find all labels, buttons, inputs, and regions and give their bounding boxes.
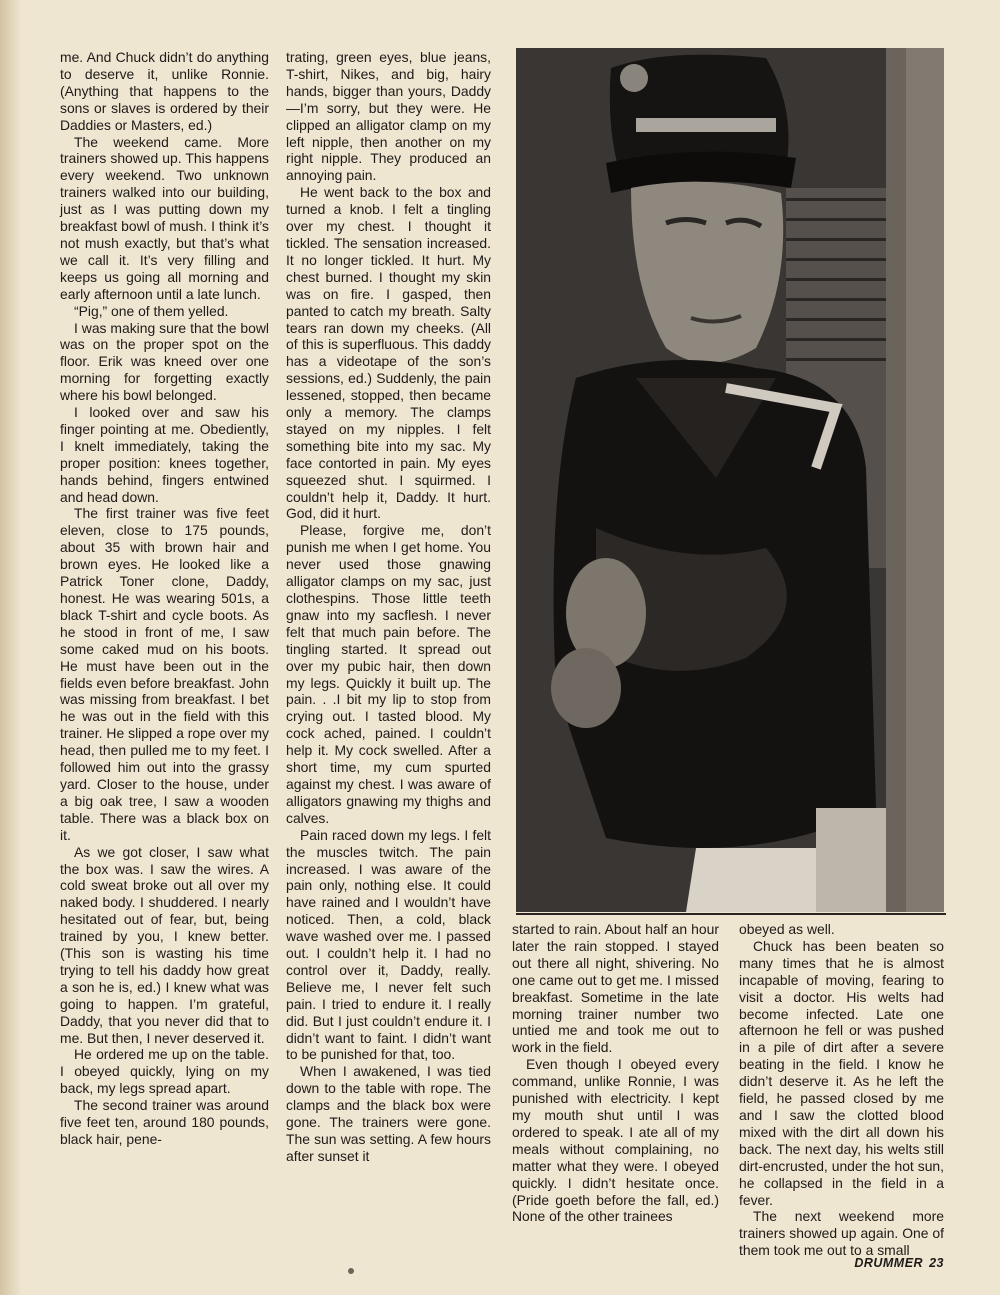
man-in-leather-uniform-photo (516, 48, 944, 912)
photo-illustration (516, 48, 944, 912)
paragraph: When I awakened, I was tied down to the table with rope. The clamps and the black box were gone. The trainers were gone. The sun was setting. A few hours after sunset it (286, 1063, 491, 1164)
paragraph: The second trainer was around five feet ten, around 180 pounds, black hair, pene- (60, 1097, 269, 1147)
paragraph: The next weekend more trainers showed up again. One of them took me out to a small (739, 1208, 944, 1259)
paragraph: Even though I obeyed every command, unlike Ronnie, I was punished with electricity. I kept my mouth shut until I was ordered to speak. I ate all of my meals without complaining, no matter what they were. I obeyed quickly. I didn’t hesitate once. (Pride goeth before the fall, ed.) None of the other trainees (512, 1056, 719, 1225)
paragraph: As we got closer, I saw what the box was. I saw the wires. A cold sweat broke out all over my naked body. I shuddered. I nearly hesitated out of fear, but, being trained by you, I knew better. (This son is wasting his time trying to tell his daddy how great a son he is, ed.) I knew what was going to happen. I’m grateful, Daddy, that you never did that to me. But then, I never deserved it. (60, 843, 269, 1046)
page-footer (854, 1256, 944, 1270)
page-number: 23 (929, 1256, 944, 1270)
leather-jacket (551, 360, 876, 848)
paragraph: started to rain. About half an hour later the rain stopped. I stayed out there all night, shivering. No one came out to get me. I missed breakfast. Sometime in the late morning trainer number two untied me and took me out to work in the field. (512, 921, 719, 1056)
paragraph: me. And Chuck didn’t do anything to deserve it, unlike Ronnie. (Anything that happens to the sons or slaves is ordered by their Daddies or Masters, ed.) (60, 49, 269, 133)
paragraph: He ordered me up on the table. I obeyed quickly, lying on my back, my legs spread apart. (60, 1046, 269, 1097)
paragraph: obeyed as well. (739, 921, 835, 937)
paragraph: I looked over and saw his finger pointing at me. Obediently, I knelt immediately, taking the proper position: knees together, hands behind, fingers entwined and head down. (60, 404, 269, 505)
police-cap (606, 55, 796, 193)
photo-rule (516, 913, 946, 915)
paragraph: I was making sure that the bowl was on the proper spot on the floor. Erik was kneed over one morning for forgetting exactly where his bowl belonged. (60, 319, 269, 404)
paragraph: Pain raced down my legs. I felt the muscles twitch. The pain increased. I was aware of the pain only, nothing else. It could have rained and I wouldn’t have noticed. Then, a cold, black wave washed over me. I passed out. I couldn’t help it. I had no control over it, Daddy, really. Believe me, I never felt such pain. I tried to endure it. I really did. But I just couldn’t endure it. I didn’t want to faint. I didn’t want to be punished for that, too. (286, 826, 491, 1063)
paragraph: He went back to the box and turned a knob. I felt a tingling over my chest. I thought it tickled. The sensation increased. It no longer tickled. It hurt. My chest burned. I thought my skin was on fire. I gasped, then panted to catch my breath. Salty tears ran down my cheeks. (All of this is superfluous. This daddy has a videotape of the son’s sessions, ed.) Suddenly, the pain lessened, stopped, then became only a memory. The clamps stayed on my nipples. I felt something bite into my sac. My face contorted in pain. My eyes squeezed shut. I squirmed. I couldn’t help it, Daddy. It hurt. God, did it hurt. (286, 184, 491, 522)
article-column-1 (60, 49, 269, 1148)
paragraph: The first trainer was five feet eleven, close to 175 pounds, about 35 with brown hair and brown eyes. He looked like a Patrick Toner clone, Daddy, honest. He was wearing 501s, a black T-shirt and cycle boots. As he stood in front of me, I saw some caked mud on his boots. He must have been out in the fields even before breakfast. John was missing from breakfast. I bet he was out in the field with this trainer. He slipped a rope over my head, then pulled me to my feet. I followed him out into the grassy yard. Closer to the house, under a big oak tree, I saw a wooden table. There was a black box on it. (60, 505, 269, 843)
magazine-name: DRUMMER (854, 1256, 924, 1270)
paragraph: Please, forgive me, don’t punish me when I get home. You never used those gnawing alligator clamps on my sac, just clothespins. Those little teeth gnaw into my sacflesh. I never felt that much pain before. The tingling started. It spread out over my pubic hair, then down my legs. Quickly it built up. The pain. . .I bit my lip to stop from crying out. I tasted blood. My cock ached, pained. I couldn’t help it. My cock swelled. After a short time, my cum spurted against my chest. I was aware of alligators gnawing my thighs and calves. (286, 522, 491, 826)
article-column-3 (512, 921, 719, 1225)
ink-blot (348, 1268, 354, 1274)
article-column-4 (739, 921, 944, 1259)
paragraph: trating, green eyes, blue jeans, T-shirt, Nikes, and big, hairy hands, bigger than yours, Daddy—I’m sorry, but they were. He clipped an alligator clamp on my left nipple, then another on my right nipple. They produced an annoying pain. (286, 49, 491, 184)
paragraph: Chuck has been beaten so many times that he is almost incapable of moving, fearing to visit a doctor. His welts had become infected. Late one afternoon he fell or was pushed in a pile of dirt after a severe beating in the field. I know he didn’t deserve it. As he left the field, he passed closed by me and I saw the clotted blood mixed with the dirt all down his back. The next day, his welts still dirt-encrusted, under the hot sun, he collapsed in the field in a fever. (739, 937, 944, 1208)
page-spine-shadow (0, 0, 22, 1295)
article-column-2 (286, 49, 491, 1165)
paragraph: “Pig,” one of them yelled. (74, 302, 229, 319)
paragraph: The weekend came. More trainers showed up. This happens every weekend. Two unknown trainers walked into our building, just as I was putting down my breakfast bowl of mush. I think it’s not mush exactly, but that’s what we call it. It’s very filling and keeps us going all morning and early afternoon until a late lunch. (60, 133, 269, 302)
